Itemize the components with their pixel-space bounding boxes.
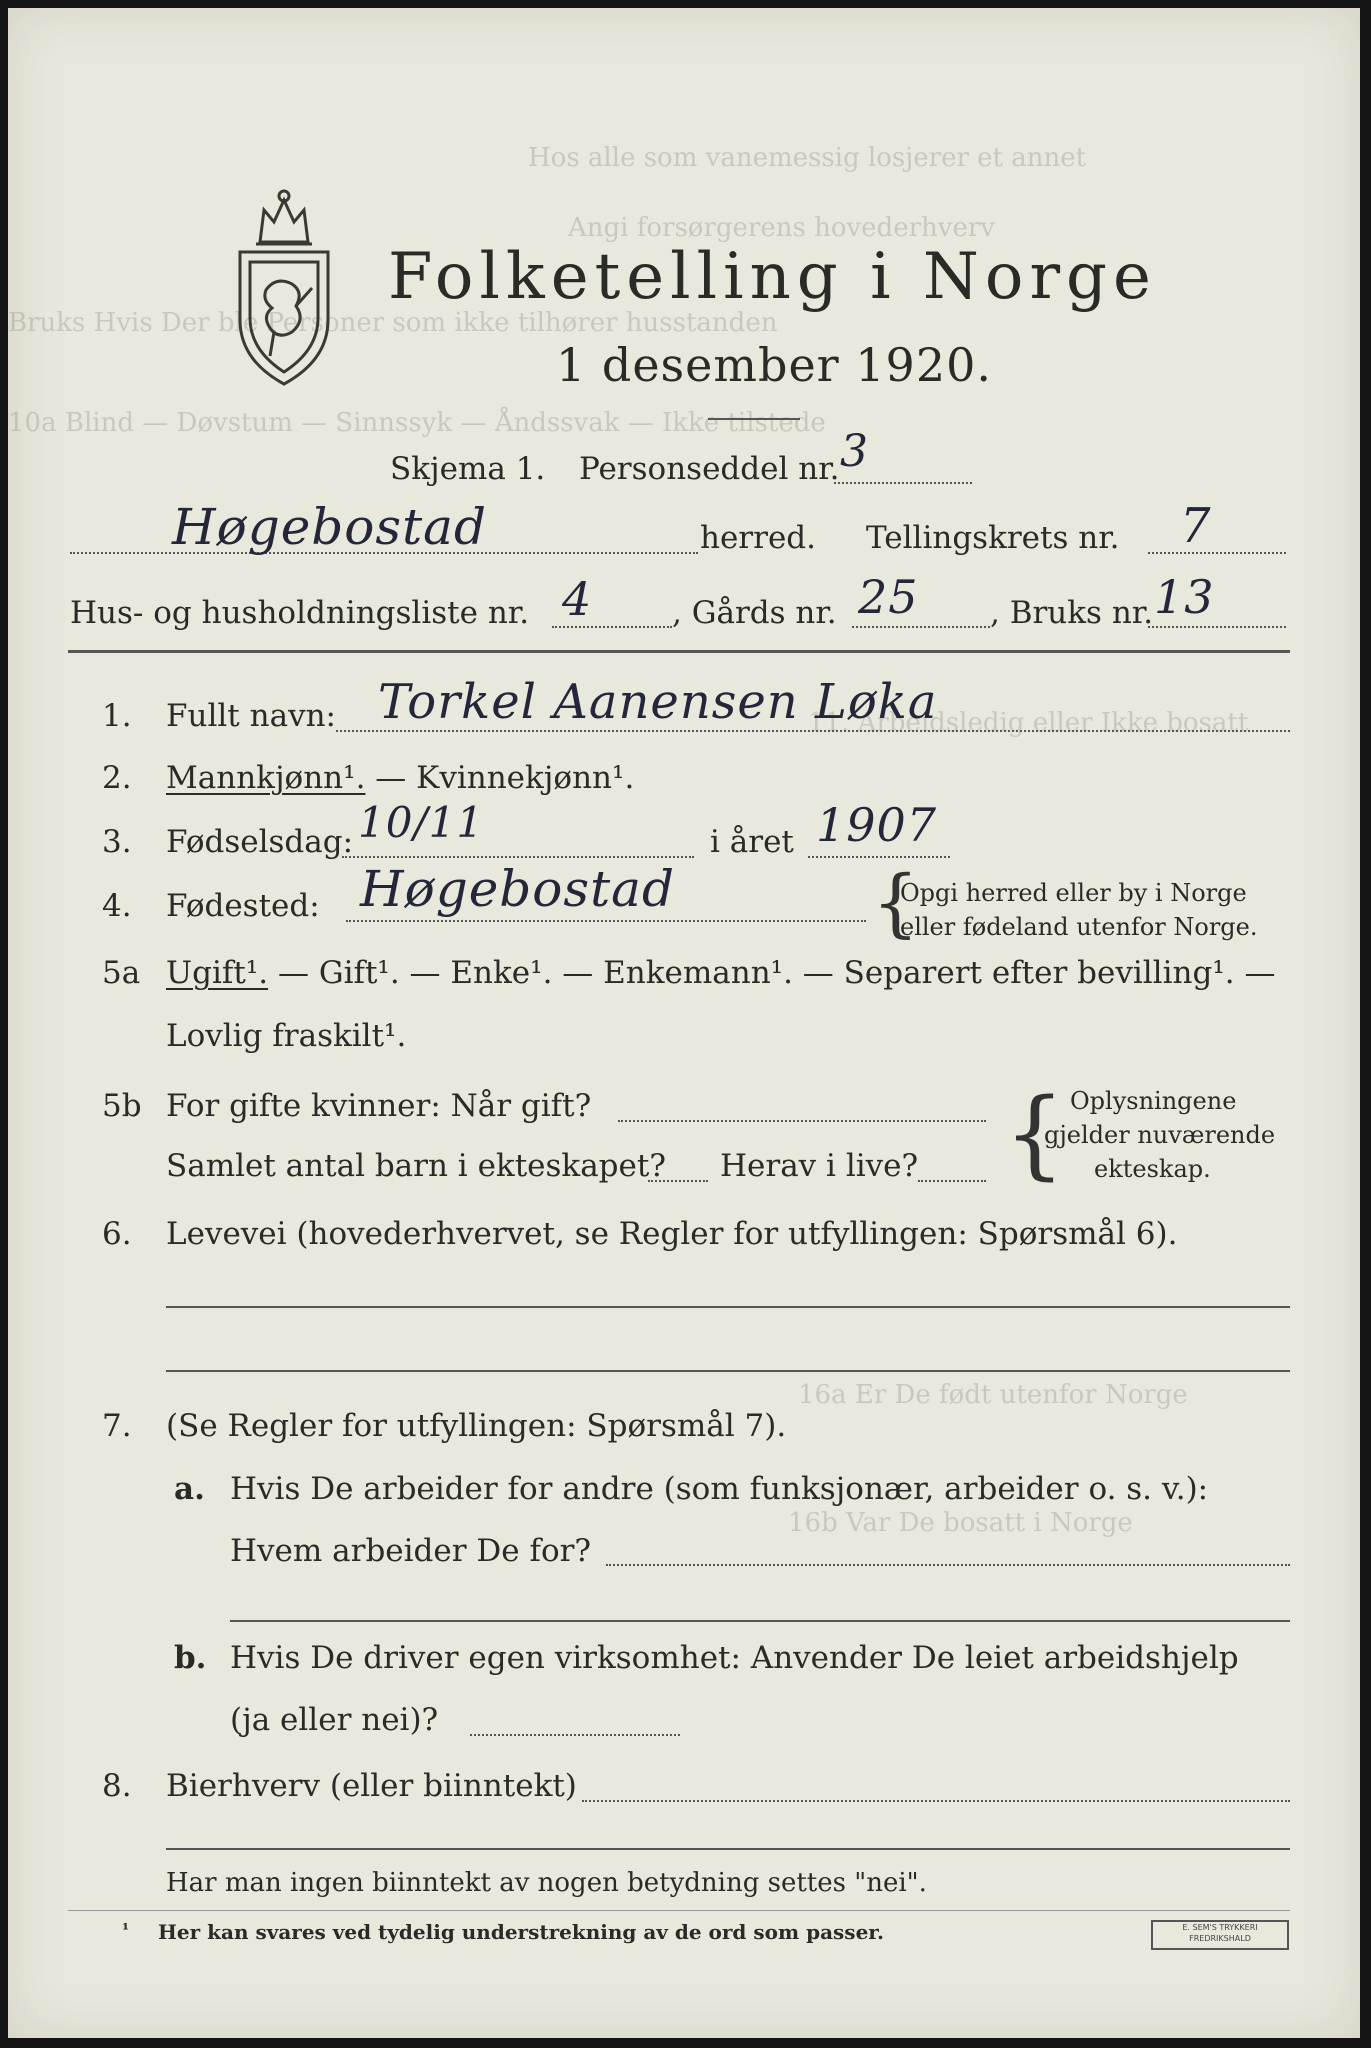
q7b-line2-label: (ja eller nei)? — [230, 1702, 439, 1738]
bruks-label: , Bruks nr. — [990, 595, 1154, 631]
title-divider — [708, 418, 800, 420]
q7a-letter: a. — [174, 1471, 205, 1507]
tellingskrets-field-line — [1148, 552, 1286, 554]
q5a-options — [166, 955, 1275, 991]
q5b-children-label: Samlet antal barn i ekteskapet? — [166, 1148, 666, 1184]
q7b-line1: Hvis De driver egen virksomhet: Anvender De leiet arbeidshjelp — [230, 1640, 1239, 1676]
q8-number: 8. — [102, 1768, 132, 1804]
norway-coat-of-arms-icon — [226, 180, 342, 390]
employer-field-line — [606, 1564, 1290, 1566]
gards-label: , Gårds nr. — [672, 595, 837, 631]
q7a-line2-label: Hvem arbeider De for? — [230, 1533, 592, 1569]
hus-value[interactable]: 4 — [562, 572, 593, 626]
footer-note: Har man ingen biinntekt av nogen betydning settes "nei". — [166, 1868, 927, 1898]
q7b-letter: b. — [174, 1640, 207, 1676]
hired-help-field-line — [470, 1734, 680, 1736]
full-name-value[interactable]: Torkel Aanensen Løka — [378, 674, 938, 730]
personseddel-label: Personseddel nr. — [579, 451, 840, 487]
birthplace-field-line — [346, 920, 866, 922]
q3-year-label: i året — [710, 824, 794, 860]
birth-year-field-line — [808, 856, 950, 858]
q2-number: 2. — [102, 760, 132, 796]
married-date-field-line — [618, 1120, 986, 1122]
birthplace-value[interactable]: Høgebostad — [360, 860, 675, 918]
q4-label: Fødested: — [166, 888, 320, 924]
census-form-page: Hos alle som vanemessig losjerer et annet Angi forsørgerens hovederhverv Bruks Hvis Der ble Personer som ikke tilhører husstanden 10a Blind — Døvstum — Sinnssyk — Åndssvak — Ikke tilstede 11. Arbeidsledig eller Ikke bosatt 16a Er De født utenfor Norge 16b Var De bosatt i Norge Folketelling i Norge 1 desember 1920. Skjema 1. Personseddel nr. 3 Høgebostad herred. Tellingskrets nr. 7 Hus- og husholdningsliste nr. 4 , Gårds nr. 25 , Bruks nr. 13 1. Fullt navn: Torkel Aanensen Løka 2. Mannkjønn¹. — Kvinnekjønn¹. 3. Fødselsdag: 10/11 i året 1907 4. Fødested: Høgebostad { Opgi herred eller by i Norge eller fødeland utenfor Norge. 5a Ugift¹. — Gift¹. — Enke¹. — Enkemann¹. — Separert efter bevilling¹. — Lovlig fraskilt¹. 5b For gifte kvinner: Når gift? Samlet antal barn i ekteskapet? Herav i live? { Oplysningene gjelder nuværende ekteskap. 6. Levevei (hovederhvervet, se Regler for utfyllingen: Spørsmål 6). 7. (Se Regler for utfyllingen: Spørsmål 7). a. Hvis De arbeider for andre (som funksjonær, arbeider o. s. v.): Hvem arbeider De for? b. Hvis De driver egen virksomhet: Anvender De leiet arbeidshjelp (ja eller nei)? 8. Bierhverv (eller biinntekt) Har man ingen biinntekt av nogen betydning settes "nei". ¹ Her kan svares ved tydelig understrekning av de ord som passer. E. SEM'S TRYKKERI FREDRIKSHALD — [8, 8, 1360, 2038]
gards-value[interactable]: 25 — [858, 570, 919, 624]
tellingskrets-value[interactable]: 7 — [1180, 498, 1212, 554]
q4-brace: { — [872, 860, 920, 946]
fraskilt-option[interactable]: Lovlig fraskilt¹. — [166, 1018, 407, 1054]
bruks-field-line — [1148, 626, 1286, 628]
q3-label: Fødselsdag: — [166, 824, 354, 860]
side-income-extra-line[interactable] — [166, 1848, 1290, 1850]
gards-field-line — [852, 626, 990, 628]
q5a-number: 5a — [102, 955, 141, 991]
footnote-text: Her kan svares ved tydelig understrekning av de ord som passer. — [158, 1920, 884, 1944]
printer-stamp: E. SEM'S TRYKKERI FREDRIKSHALD — [1151, 1920, 1289, 1950]
q6-label: Levevei (hovederhvervet, se Regler for utfyllingen: Spørsmål 6). — [166, 1216, 1178, 1252]
birthday-value[interactable]: 10/11 — [358, 798, 485, 847]
kvinnekjonn-option[interactable]: Kvinnekjønn¹. — [416, 760, 635, 796]
q5b-alive-label: Herav i live? — [720, 1148, 919, 1184]
q1-label: Fullt navn: — [166, 698, 336, 734]
personseddel-field-line — [834, 482, 972, 484]
q5b-number: 5b — [102, 1088, 142, 1124]
bruks-value[interactable]: 13 — [1154, 570, 1215, 624]
children-field-line — [648, 1180, 708, 1182]
form-date: 1 desember 1920. — [556, 338, 992, 392]
form-title: Folketelling i Norge — [388, 240, 1157, 314]
q3-number: 3. — [102, 824, 132, 860]
side-income-field-line — [582, 1800, 1290, 1802]
mannkjonn-option[interactable]: Mannkjønn¹. — [166, 760, 366, 796]
full-name-field-line — [336, 730, 1290, 732]
q5b-note-line1: Oplysningene — [1070, 1087, 1237, 1115]
ugift-option[interactable]: Ugift¹. — [166, 955, 269, 991]
header-rule — [68, 650, 1290, 653]
occupation-line-1[interactable] — [166, 1306, 1290, 1308]
occupation-line-2[interactable] — [166, 1370, 1290, 1372]
footer-rule — [68, 1910, 1290, 1911]
q1-number: 1. — [102, 698, 132, 734]
footnote-mark: ¹ — [122, 1920, 130, 1939]
q8-label: Bierhverv (eller biinntekt) — [166, 1768, 577, 1804]
q5b-note-line3: ekteskap. — [1094, 1155, 1211, 1183]
q5b-note-line2: gjelder nuværende — [1044, 1121, 1276, 1149]
personseddel-value[interactable]: 3 — [840, 426, 869, 477]
schema-label: Skjema 1. — [390, 451, 546, 487]
hus-label: Hus- og husholdningsliste nr. — [70, 595, 530, 631]
alive-field-line — [918, 1180, 986, 1182]
q7a-line1: Hvis De arbeider for andre (som funksjonær, arbeider o. s. v.): — [230, 1471, 1209, 1507]
q2-options: Mannkjønn¹. — Kvinnekjønn¹. — [166, 760, 635, 796]
q7-number: 7. — [102, 1408, 132, 1444]
q5b-line1-label: For gifte kvinner: Når gift? — [166, 1088, 592, 1124]
birthday-field-line — [342, 856, 694, 858]
employer-extra-line[interactable] — [230, 1620, 1290, 1622]
q4-note-line1: Opgi herred eller by i Norge — [900, 879, 1247, 907]
q5a-other-options[interactable]: — Gift¹. — Enke¹. — Enkemann¹. — Separert efter bevilling¹. — — [268, 955, 1276, 991]
q7-label: (Se Regler for utfyllingen: Spørsmål 7). — [166, 1408, 787, 1444]
hus-field-line — [552, 626, 672, 628]
tellingskrets-label: Tellingskrets nr. — [866, 520, 1120, 556]
q5b-brace: { — [1004, 1078, 1066, 1190]
herred-label: herred. — [700, 520, 816, 556]
q4-note-line2: eller fødeland utenfor Norge. — [900, 913, 1258, 941]
birth-year-value[interactable]: 1907 — [816, 798, 938, 852]
herred-value[interactable]: Høgebostad — [172, 498, 487, 556]
q4-number: 4. — [102, 888, 132, 924]
q6-number: 6. — [102, 1216, 132, 1252]
